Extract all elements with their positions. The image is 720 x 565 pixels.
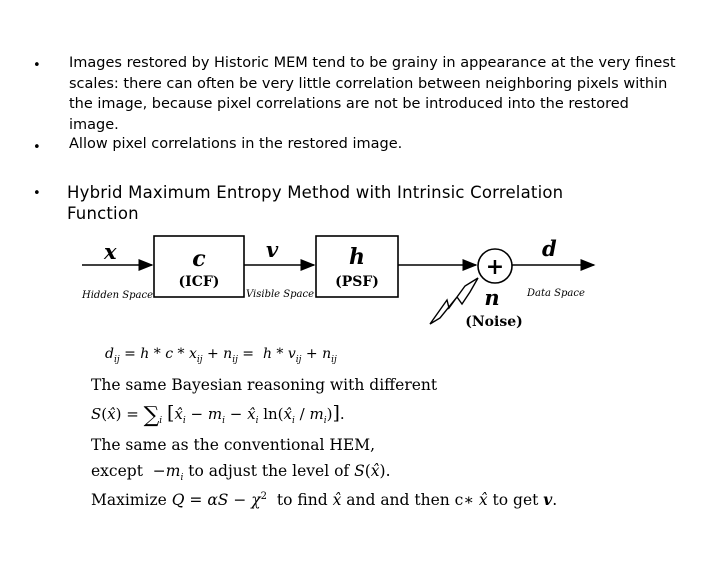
bullet-dot: • bbox=[33, 186, 41, 201]
input-variable: x bbox=[104, 239, 117, 264]
text-except-adjust: except $-m_i$ to adjust the level of S(x̂). bbox=[91, 462, 391, 484]
icf-label: (ICF) bbox=[178, 274, 220, 290]
output-variable: d bbox=[542, 236, 557, 261]
psf-label: (PSF) bbox=[335, 274, 379, 290]
bullet-dot: • bbox=[33, 58, 41, 73]
noise-label: (Noise) bbox=[465, 314, 523, 330]
text-maximize: Maximize $Q = \alpha S - \chi^2$ to find x̂ and and then c∗ x̂ to get v. bbox=[91, 490, 558, 509]
sum-symbol: + bbox=[485, 254, 505, 280]
hidden-space-label: Hidden Space bbox=[82, 290, 153, 301]
bullet-text-historic-mem: Images restored by Historic MEM tend to be grainy in appearance at the very finest scales: there can often be very little correlation between neighboring pixels within the image, because pixel correlations are not be introduced into the restored image. bbox=[69, 55, 676, 133]
bullet-text-allow-correlations: Allow pixel correlations in the restored image. bbox=[69, 136, 403, 152]
data-space-label: Data Space bbox=[527, 288, 585, 299]
bullet-dot: • bbox=[33, 140, 41, 155]
equation-entropy: S(x̂) = $\sum_i$ [$x̂_i - m_i$ − $x̂_i$ $\ln(x̂_i / m_i)$]. bbox=[91, 402, 345, 428]
icf-symbol: c bbox=[192, 246, 206, 272]
psf-symbol: h bbox=[349, 244, 365, 270]
text-same-as-hem: The same as the conventional HEM, bbox=[91, 436, 376, 454]
visible-space-label: Visible Space bbox=[246, 289, 315, 300]
text-bayesian-reasoning: The same Bayesian reasoning with different bbox=[91, 376, 438, 394]
visible-variable: v bbox=[266, 237, 279, 262]
block-diagram bbox=[0, 225, 720, 565]
bullet-text-hybrid-mem: Hybrid Maximum Entropy Method with Intrinsic Correlation Function bbox=[67, 183, 564, 223]
equation-data-model: $d_{ij} = h * c * x_{ij} + n_{ij} = h * v_{ij} + n_{ij}$ bbox=[105, 346, 337, 365]
noise-symbol: n bbox=[484, 285, 500, 310]
